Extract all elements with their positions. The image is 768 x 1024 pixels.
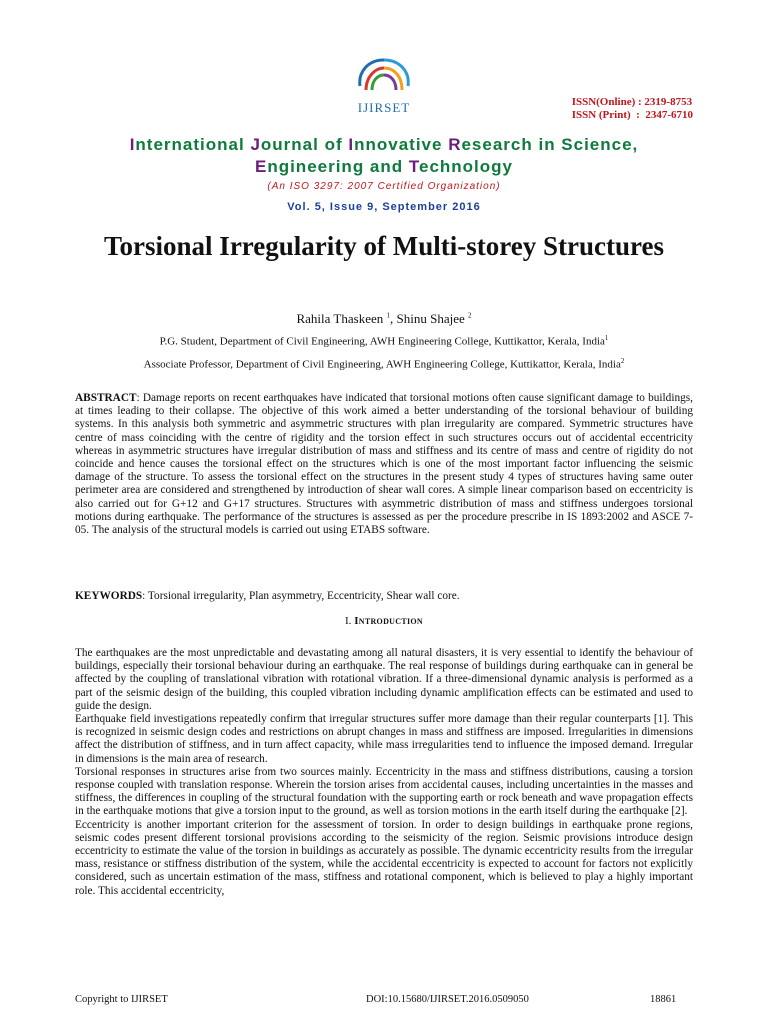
abstract [75, 392, 693, 537]
author-name: Rahila Thaskeen [296, 311, 384, 326]
keywords-text: : Torsional irregularity, Plan asymmetry, Eccentricity, Shear wall core. [142, 590, 460, 602]
author-name: Shinu Shajee [396, 311, 465, 326]
paragraph: Torsional responses in structures arise from two sources mainly. Eccentricity in the mass and stiffness distributions, causing a torsion response coupled with translation response. Wherein the torsion arises from accidental causes, including uncertainties in the masses and stiffness, the differences in coupling of the structural foundation with the supporting earth or rock beneath and wave propagation effects in the earthquake motions that give a torsion input to the ground, as well as torsion motions in the earth itself during the earthquake [2]. [75, 765, 693, 818]
author-list: Rahila Thaskeen $^1$, Shinu Shajee $^2$ [296, 311, 472, 326]
abstract-label: ABSTRACT [75, 392, 137, 404]
journal-title-line1: International Journal of Innovative Research in Science, [129, 135, 639, 154]
volume-issue: Vol. 5, Issue 9, September 2016 [287, 201, 481, 213]
section-number: I. [345, 615, 352, 627]
affiliation-1: P.G. Student, Department of Civil Engineering, AWH Engineering College, Kuttikattor, Kerala, India$^1$ [159, 334, 609, 348]
issn-online: ISSN(Online) : 2319-8753 [571, 96, 693, 108]
affiliation-2: Associate Professor, Department of Civil Engineering, AWH Engineering College, Kuttikattor, Kerala, India$^2$ [143, 357, 625, 371]
author-sup: 1 [386, 311, 390, 320]
paragraph: Earthquake field investigations repeatedly confirm that irregular structures suffer more damage than their regular counterparts [1]. This is recognized in seismic design codes and restrictions on abrupt changes in mass and stiffness are imposed. Irregularities in dimensions affect the distribution of stiffness, and in turn affect capacity, while mass irregularities tend to influence the imposed demand. Irregular in dimensions is the main area of research. [75, 713, 693, 765]
section-title: Introduction [354, 615, 423, 627]
paper-title: Torsional Irregularity of Multi-storey Structures [104, 231, 664, 261]
introduction-body [75, 647, 693, 898]
keywords-label: KEYWORDS [75, 590, 143, 602]
issn-print: ISSN (Print) : 2347-6710 [571, 109, 693, 121]
keywords [75, 590, 693, 603]
section-heading [0, 615, 768, 627]
paragraph: The earthquakes are the most unpredictable and devastating among all natural disasters, it is very essential to identify the behaviour of buildings, especially their torsional behaviour during an earthquake. The real response of buildings during earthquake can in general be affected by the coupling of translational vibration with rotational vibration. If a three-dimensional dynamic analysis is performed as a part of the seismic design of the building, this coupled vibration including dynamic amplification effects can be estimated and used to guide the design. [75, 647, 693, 712]
footer-doi: DOI:10.15680/IJIRSET.2016.0509050 [366, 994, 529, 1005]
certification-line: (An ISO 3297: 2007 Certified Organization) [267, 181, 501, 192]
footer-copyright: Copyright to IJIRSET [75, 994, 168, 1005]
abstract-text: : Damage reports on recent earthquakes have indicated that torsional motions often cause significant damage to buildings, at times leading to their collapse. The objective of this work aimed a better understanding of the torsional behaviour of building systems. In this analysis both symmetric and asymmetric structures with plan irregularity are compared. Symmetric structures have centre of mass coinciding with the centre of rigidity and the torsion effect in such structures occurs out of accidental eccentricity whereas in asymmetric structures have irregular distribution of mass and stiffness and its centre of mass and centre of rigidity do not coincide and hence causes the torsional effect on the structures which is one of the most important factor influencing the seismic damage of the structure. To assess the torsional effect on the structures in the present study 4 types of structures having same outer perimeter area are considered and strengthened by introduction of shear wall cores. A simple linear comparison based on eccentricity is also carried out for G+12 and G+17 structures. Structures with asymmetric distribution of mass and stiffness undergoes torsional motions during earthquake. The performance of the structures is assessed as per the procedure prescribe in IS 1893:2002 and ASCE 7-05. The analysis of the structural models is carried out using ETABS software. [75, 392, 693, 537]
issn-block [572, 96, 693, 122]
paragraph: Eccentricity is another important criterion for the assessment of torsion. In order to design buildings in earthquake prone regions, seismic codes present different torsional provisions according to the seismicity of the region. Seismic provisions introduce design eccentricity to estimate the value of the torsion in buildings as accurately as possible. The dynamic eccentricity results from the irregular mass, resistance or stiffness distribution of the system, while the accidental eccentricity is expected to account for factors not explicitly considered, such as uncertain estimation of the mass, stiffness and rotational component, which is believed to play a highly important role. This accidental eccentricity, [75, 818, 693, 897]
footer-page-number: 18861 [650, 994, 677, 1005]
logo-text: IJIRSET [357, 100, 411, 115]
journal-title-line2: Engineering and Technology [254, 157, 514, 176]
journal-title [60, 134, 708, 178]
author-sup: 2 [468, 311, 472, 320]
